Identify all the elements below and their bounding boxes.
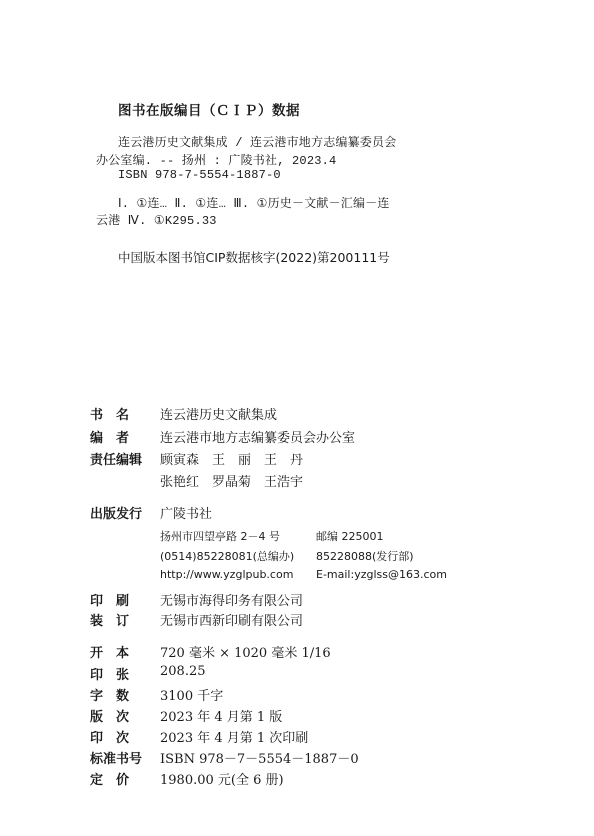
label-edition: 版 次 bbox=[90, 710, 130, 725]
value-edition: 2023 年 4 月第 1 版 bbox=[160, 710, 283, 725]
value-editor: 连云港市地方志编纂委员会办公室 bbox=[160, 431, 356, 446]
label-binder: 装 订 bbox=[90, 614, 130, 629]
value-sheets: 208.25 bbox=[160, 664, 206, 679]
value-responsible-editors-1: 顾寅森 王 丽 王 丹 bbox=[160, 453, 304, 468]
publisher-phone-sales: 85228088(发行部) bbox=[316, 550, 414, 563]
label-sheets: 印 张 bbox=[90, 668, 130, 683]
cip-line-2: 办公室编. -- 扬州 : 广陵书社, 2023.4 bbox=[96, 154, 337, 168]
value-responsible-editors-2: 张艳红 罗晶菊 王浩宇 bbox=[160, 475, 304, 490]
label-responsible-editors: 责任编辑 bbox=[90, 453, 143, 468]
value-binder: 无锡市西新印刷有限公司 bbox=[160, 614, 304, 629]
publisher-website[interactable]: http://www.yzglpub.com bbox=[160, 568, 294, 581]
publisher-postcode: 邮编 225001 bbox=[316, 530, 384, 543]
label-format: 开 本 bbox=[90, 646, 130, 661]
publisher-email[interactable]: E-mail:yzglss@163.com bbox=[316, 568, 447, 581]
value-printer: 无锡市海得印务有限公司 bbox=[160, 594, 304, 609]
value-publisher-name: 广陵书社 bbox=[160, 507, 213, 522]
value-format: 720 毫米 × 1020 毫米 1/16 bbox=[160, 646, 331, 661]
value-book-title: 连云港历史文献集成 bbox=[160, 408, 278, 423]
label-printing: 印 次 bbox=[90, 731, 130, 746]
cip-line-5: 云港 Ⅳ. ①K295.33 bbox=[96, 214, 217, 228]
value-price: 1980.00 元(全 6 册) bbox=[160, 773, 284, 788]
cip-line-4: Ⅰ. ①连… Ⅱ. ①连… Ⅲ. ①历史－文献－汇编－连 bbox=[118, 197, 390, 211]
publisher-phone-office: (0514)85228081(总编办) bbox=[160, 550, 295, 563]
label-book-title: 书 名 bbox=[90, 408, 130, 423]
value-printing: 2023 年 4 月第 1 次印刷 bbox=[160, 731, 309, 746]
label-publisher: 出版发行 bbox=[90, 507, 143, 522]
cip-title: 图书在版编目（ＣＩＰ）数据 bbox=[118, 103, 300, 119]
value-words: 3100 千字 bbox=[160, 689, 224, 704]
cip-line-1: 连云港历史文献集成 / 连云港市地方志编纂委员会 bbox=[118, 136, 397, 150]
publisher-address: 扬州市四望亭路 2－4 号 bbox=[160, 530, 280, 543]
label-editor: 编 者 bbox=[90, 431, 130, 446]
label-printer: 印 刷 bbox=[90, 594, 130, 609]
cip-data-number: 中国版本图书馆CIP数据核字(2022)第200111号 bbox=[118, 250, 390, 265]
value-isbn: ISBN 978－7－5554－1887－0 bbox=[160, 752, 359, 767]
label-isbn: 标准书号 bbox=[90, 752, 143, 767]
label-words: 字 数 bbox=[90, 689, 130, 704]
label-price: 定 价 bbox=[90, 773, 130, 788]
cip-line-3: ISBN 978-7-5554-1887-0 bbox=[118, 168, 281, 182]
